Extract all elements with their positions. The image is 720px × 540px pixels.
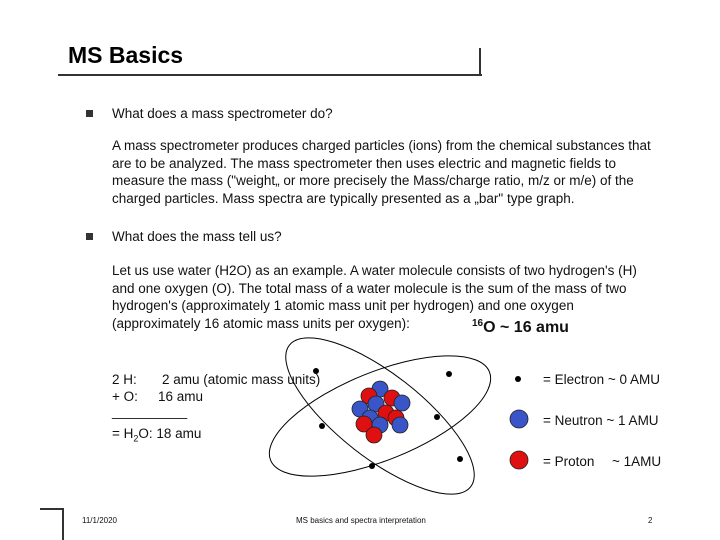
proton-particle xyxy=(366,427,382,443)
answer-2-line: Let us use water (H2O) as an example. A water molecule consists of two hydrogen's (H) xyxy=(112,263,637,278)
calc-total-suffix: O: 18 amu xyxy=(138,426,202,441)
question-2: What does the mass tell us? xyxy=(112,229,282,244)
neutron-particle xyxy=(394,395,410,411)
mass-calculation xyxy=(112,371,320,448)
footer-title: MS basics and spectra interpretation xyxy=(296,516,426,525)
calc-total-prefix: = H xyxy=(112,426,134,441)
calc-o-label: + O: xyxy=(112,389,138,404)
answer-2-line: hydrogen's (approximately 1 atomic mass unit per hydrogen) and one oxygen xyxy=(112,298,574,313)
calc-divider: __________ xyxy=(112,404,188,419)
footer-line xyxy=(40,508,64,510)
neutron-particle xyxy=(392,417,408,433)
answer-1-line: charged particles. Mass spectra are typically presented as a „bar" type graph. xyxy=(112,190,575,206)
answer-1-line: measure the mass ("weight„ or more precisely the Mass/charge ratio, m/z or m/e) of the xyxy=(112,173,634,188)
footer-line xyxy=(62,508,64,540)
calc-h-value: 2 amu (atomic mass units) xyxy=(162,372,321,387)
electron-dot xyxy=(434,414,440,420)
legend-neutron: = Neutron ~ 1 AMU xyxy=(543,413,659,428)
answer-1-line: A mass spectrometer produces charged particles (ions) from the chemical substances that xyxy=(112,138,651,153)
question-1: What does a mass spectrometer do? xyxy=(112,106,333,121)
calc-o-value: 16 amu xyxy=(158,389,204,404)
legend-proton-value: ~ 1AMU xyxy=(612,454,662,469)
answer-1-line: are to be analyzed. The mass spectrometer then uses electric and magnetic fields to xyxy=(112,155,617,171)
legend-proton-icon xyxy=(510,451,528,469)
calc-h-label: 2 H: xyxy=(112,372,137,387)
legend-neutron-icon xyxy=(510,410,528,428)
oxygen-mass-text: O ~ 16 amu xyxy=(483,319,569,336)
legend-electron-icon xyxy=(515,376,521,382)
electron-dot xyxy=(446,371,452,377)
legend-proton-label: = Proton xyxy=(543,454,595,469)
calc-total xyxy=(112,425,320,448)
slide-title: MS Basics xyxy=(68,42,184,68)
legend-proton xyxy=(543,454,661,469)
legend-electron: = Electron ~ 0 AMU xyxy=(543,372,661,387)
page-number: 2 xyxy=(648,516,653,525)
electron-dot xyxy=(369,463,375,469)
calc-row-hydrogen xyxy=(112,371,320,388)
calc-total-sub: 2 xyxy=(133,433,139,444)
answer-2-line: (approximately 16 atomic mass units per oxygen): xyxy=(112,315,410,331)
electron-dot xyxy=(457,456,463,462)
calc-row-oxygen xyxy=(112,388,320,405)
footer-date: 11/1/2020 xyxy=(82,516,117,525)
oxygen-isotope: 16 xyxy=(472,318,484,329)
answer-2-line: and one oxygen (O). The total mass of a water molecule is the sum of the mass of two xyxy=(112,280,627,296)
